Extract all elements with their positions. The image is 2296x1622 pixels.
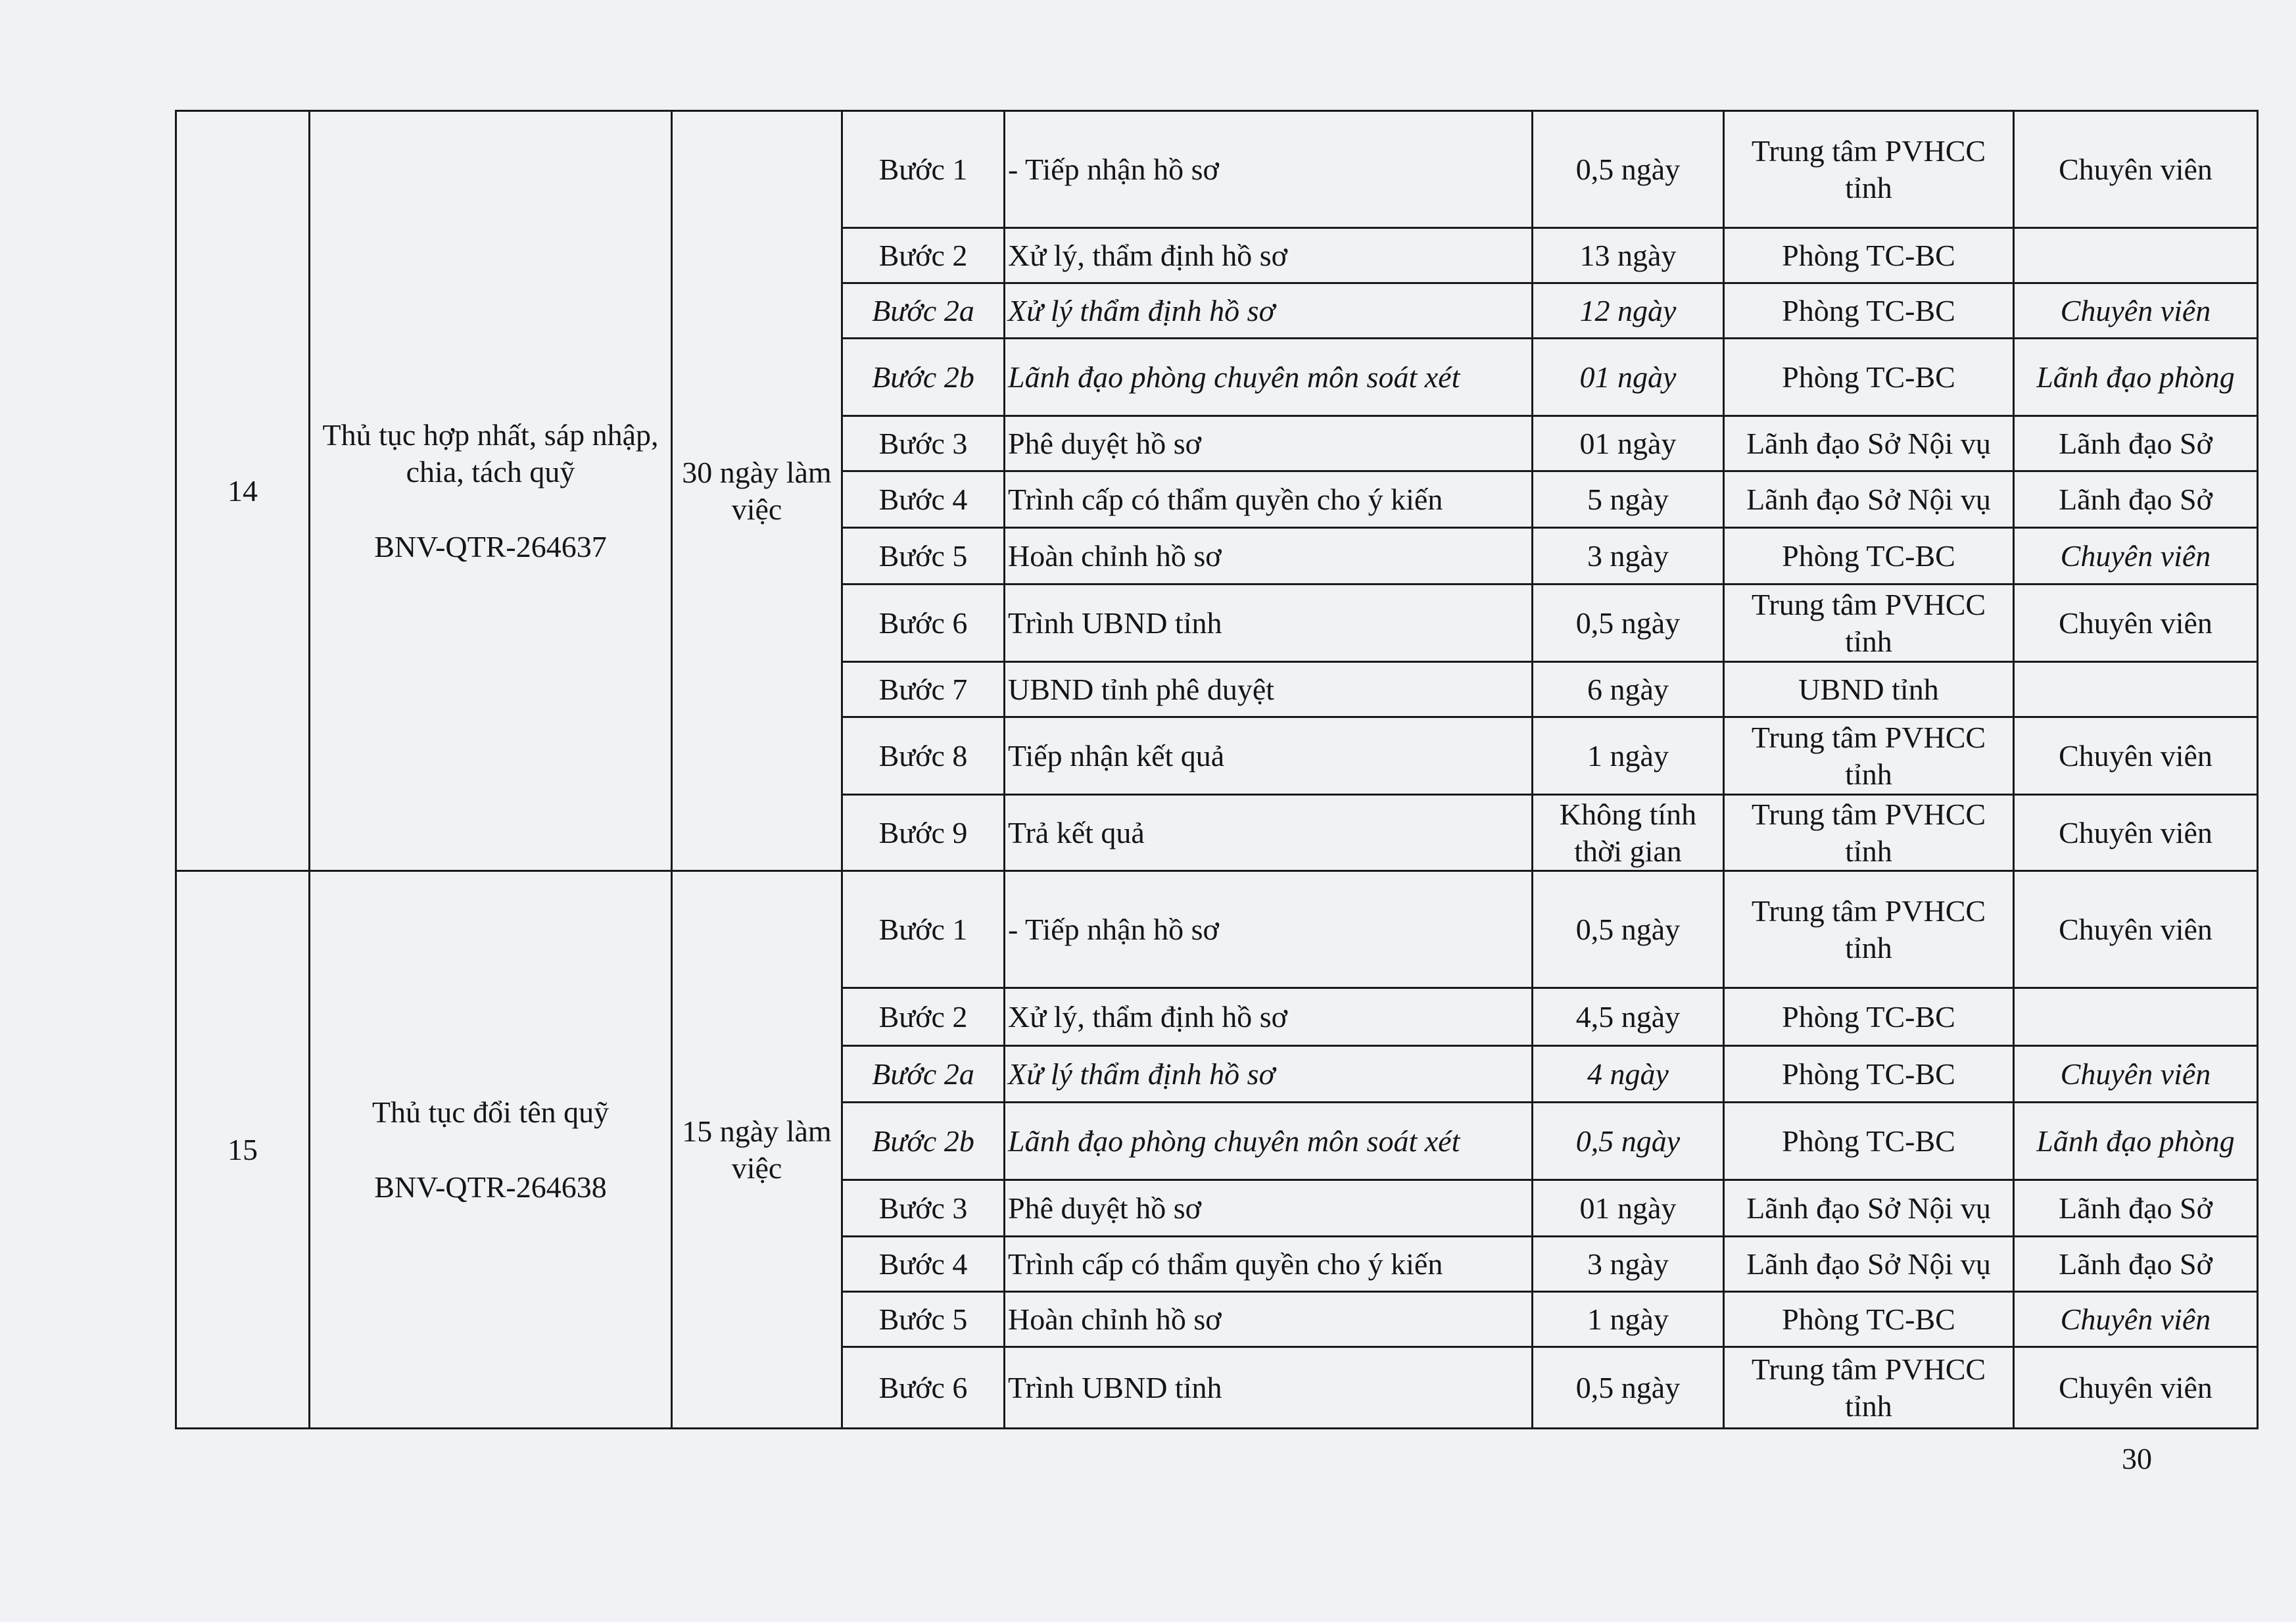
step-role: Lãnh đạo phòng [2014,339,2258,416]
step-label: Bước 2 [842,228,1005,283]
step-label: Bước 5 [842,1292,1005,1347]
step-role: Chuyên viên [2014,528,2258,584]
step-duration: 3 ngày [1533,1237,1724,1292]
step-label: Bước 2b [842,339,1005,416]
step-content: Trình cấp có thẩm quyền cho ý kiến [1005,1237,1533,1292]
table-row [176,871,2258,988]
step-role [2014,988,2258,1046]
step-content: Trả kết quả [1005,795,1533,871]
procedure-name: Thủ tục hợp nhất, sáp nhập, chia, tách quỹ [322,417,659,489]
step-label: Bước 8 [842,717,1005,795]
step-duration: 3 ngày [1533,528,1724,584]
procedure-name-cell [310,871,672,1429]
step-role [2014,228,2258,283]
step-department: Phòng TC-BC [1724,988,2014,1046]
procedure-name: Thủ tục đổi tên quỹ [371,1095,610,1129]
step-content: - Tiếp nhận hồ sơ [1005,871,1533,988]
step-role: Lãnh đạo Sở [2014,416,2258,471]
step-department: Phòng TC-BC [1724,1103,2014,1180]
step-content: Hoàn chỉnh hồ sơ [1005,1292,1533,1347]
procedure-number: 15 [176,871,310,1429]
step-label: Bước 3 [842,416,1005,471]
procedure-table [175,110,2259,1429]
step-department: Trung tâm PVHCC tỉnh [1724,717,2014,795]
step-department: Phòng TC-BC [1724,528,2014,584]
step-role: Lãnh đạo Sở [2014,471,2258,528]
step-duration: 1 ngày [1533,1292,1724,1347]
step-department: Lãnh đạo Sở Nội vụ [1724,1237,2014,1292]
step-content: UBND tỉnh phê duyệt [1005,662,1533,717]
step-label: Bước 4 [842,1237,1005,1292]
step-role: Chuyên viên [2014,717,2258,795]
step-duration: 13 ngày [1533,228,1724,283]
step-role: Chuyên viên [2014,1046,2258,1103]
procedure-name-cell [310,111,672,871]
step-duration: 5 ngày [1533,471,1724,528]
step-department: Trung tâm PVHCC tỉnh [1724,795,2014,871]
step-duration: 0,5 ngày [1533,871,1724,988]
step-content: - Tiếp nhận hồ sơ [1005,111,1533,228]
step-content: Trình UBND tỉnh [1005,584,1533,662]
step-label: Bước 2a [842,1046,1005,1103]
step-content: Trình cấp có thẩm quyền cho ý kiến [1005,471,1533,528]
step-label: Bước 5 [842,528,1005,584]
step-content: Hoàn chỉnh hồ sơ [1005,528,1533,584]
step-label: Bước 6 [842,1347,1005,1429]
step-duration: 01 ngày [1533,339,1724,416]
step-label: Bước 9 [842,795,1005,871]
step-department: Phòng TC-BC [1724,339,2014,416]
step-duration: 12 ngày [1533,283,1724,339]
step-duration: 1 ngày [1533,717,1724,795]
step-label: Bước 2b [842,1103,1005,1180]
step-content: Trình UBND tỉnh [1005,1347,1533,1429]
procedure-code: BNV-QTR-264638 [374,1170,607,1204]
step-label: Bước 2 [842,988,1005,1046]
step-duration: 0,5 ngày [1533,111,1724,228]
step-role: Chuyên viên [2014,1347,2258,1429]
step-label: Bước 2a [842,283,1005,339]
step-role [2014,662,2258,717]
table-row [176,111,2258,228]
step-department: Lãnh đạo Sở Nội vụ [1724,471,2014,528]
step-role: Chuyên viên [2014,1292,2258,1347]
step-content: Phê duyệt hồ sơ [1005,1180,1533,1237]
step-duration: 01 ngày [1533,416,1724,471]
procedure-time: 30 ngày làm việc [672,111,842,871]
step-role: Lãnh đạo Sở [2014,1237,2258,1292]
procedure-code: BNV-QTR-264637 [374,529,607,563]
step-label: Bước 1 [842,871,1005,988]
page-number: 30 [2122,1442,2152,1475]
step-department: Lãnh đạo Sở Nội vụ [1724,416,2014,471]
step-department: Lãnh đạo Sở Nội vụ [1724,1180,2014,1237]
procedure-table-body [176,111,2258,1429]
procedure-number: 14 [176,111,310,871]
step-department: UBND tỉnh [1724,662,2014,717]
step-role: Chuyên viên [2014,283,2258,339]
step-content: Lãnh đạo phòng chuyên môn soát xét [1005,339,1533,416]
step-department: Trung tâm PVHCC tỉnh [1724,584,2014,662]
step-content: Xử lý thẩm định hồ sơ [1005,1046,1533,1103]
step-department: Phòng TC-BC [1724,228,2014,283]
step-department: Trung tâm PVHCC tỉnh [1724,871,2014,988]
step-content: Xử lý, thẩm định hồ sơ [1005,228,1533,283]
step-department: Trung tâm PVHCC tỉnh [1724,111,2014,228]
step-role: Chuyên viên [2014,871,2258,988]
step-role: Chuyên viên [2014,795,2258,871]
step-duration: 01 ngày [1533,1180,1724,1237]
step-duration: Không tính thời gian [1533,795,1724,871]
step-content: Phê duyệt hồ sơ [1005,416,1533,471]
step-label: Bước 7 [842,662,1005,717]
step-duration: 0,5 ngày [1533,584,1724,662]
step-content: Xử lý thẩm định hồ sơ [1005,283,1533,339]
step-role: Chuyên viên [2014,111,2258,228]
step-label: Bước 3 [842,1180,1005,1237]
step-role: Chuyên viên [2014,584,2258,662]
step-role: Lãnh đạo Sở [2014,1180,2258,1237]
procedure-time: 15 ngày làm việc [672,871,842,1429]
step-department: Phòng TC-BC [1724,1046,2014,1103]
step-label: Bước 1 [842,111,1005,228]
step-label: Bước 6 [842,584,1005,662]
step-content: Lãnh đạo phòng chuyên môn soát xét [1005,1103,1533,1180]
step-label: Bước 4 [842,471,1005,528]
step-department: Phòng TC-BC [1724,1292,2014,1347]
step-duration: 4 ngày [1533,1046,1724,1103]
step-department: Phòng TC-BC [1724,283,2014,339]
step-duration: 0,5 ngày [1533,1103,1724,1180]
step-department: Trung tâm PVHCC tỉnh [1724,1347,2014,1429]
step-content: Tiếp nhận kết quả [1005,717,1533,795]
step-duration: 4,5 ngày [1533,988,1724,1046]
step-content: Xử lý, thẩm định hồ sơ [1005,988,1533,1046]
step-duration: 6 ngày [1533,662,1724,717]
step-duration: 0,5 ngày [1533,1347,1724,1429]
step-role: Lãnh đạo phòng [2014,1103,2258,1180]
